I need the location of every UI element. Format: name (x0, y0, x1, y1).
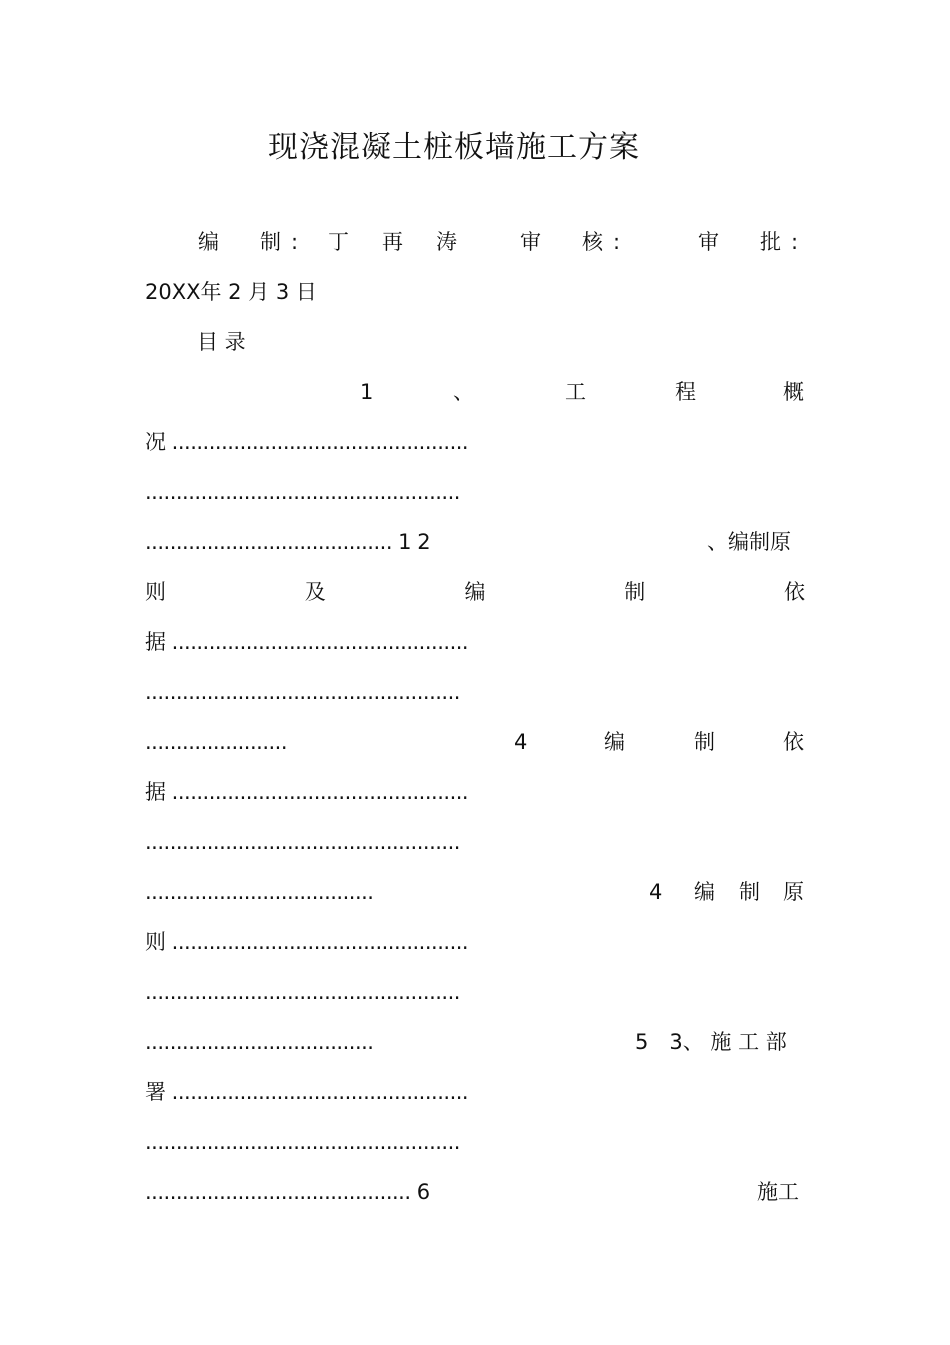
document-title: 现浇混凝土桩板墙施工方案 (268, 130, 640, 165)
toc-line-7: ................................................... (145, 680, 460, 704)
compiler-name-2: 再 (382, 230, 403, 254)
toc-line-13: ................................................... (145, 980, 460, 1004)
toc-text: 施工 (757, 1180, 799, 1204)
toc-text: 、编制原 (707, 530, 791, 554)
toc-line-17 (145, 1178, 805, 1206)
toc-text: 1 (360, 380, 374, 404)
toc-line-1 (145, 378, 805, 406)
toc-line-14 (145, 1028, 805, 1056)
toc-line-12: 则 ................................................ (145, 930, 469, 954)
toc-heading: 目 录 (197, 330, 246, 354)
toc-text: 工 (565, 380, 586, 404)
toc-line-2: 况 ................................................ (145, 430, 469, 454)
toc-text: 5 3、 施 工 部 (635, 1030, 787, 1054)
toc-text: 制 (694, 730, 715, 754)
toc-leader: ..................................... (145, 880, 374, 904)
toc-text: 制 (624, 580, 646, 604)
compiler-name-3: 涛 (436, 230, 457, 254)
toc-text: 编 (604, 730, 625, 754)
toc-text: 程 (675, 380, 696, 404)
toc-text: 原 (783, 880, 804, 904)
toc-line-3: ................................................... (145, 480, 460, 504)
toc-line-11 (145, 878, 805, 906)
approve-label: 审 批: (698, 230, 809, 254)
toc-text: 概 (783, 380, 804, 404)
toc-line-6: 据 ................................................ (145, 630, 469, 654)
toc-line-10: ................................................... (145, 830, 460, 854)
toc-line-16: ................................................... (145, 1130, 460, 1154)
toc-leader: ........................................... 6 (145, 1180, 430, 1204)
toc-text: 、 (453, 380, 474, 404)
toc-line-5 (145, 578, 805, 606)
toc-text: 制 (739, 880, 760, 904)
toc-text: 编 (464, 580, 486, 604)
toc-line-4 (145, 528, 805, 556)
toc-line-8 (145, 728, 805, 756)
date-line: 20XX年 2 月 3 日 (145, 280, 317, 304)
toc-line-15: 署 ................................................ (145, 1080, 469, 1104)
toc-text: 则 (145, 580, 166, 604)
toc-text: 依 (784, 580, 805, 604)
review-label: 审 核: (520, 230, 631, 254)
toc-line-9: 据 ................................................ (145, 780, 469, 804)
toc-leader: ..................................... (145, 1030, 374, 1054)
compile-label: 编 制: (198, 230, 309, 254)
toc-text: 4 (649, 880, 663, 904)
toc-text: 4 (514, 730, 528, 754)
compiler-name-1: 丁 (328, 230, 349, 254)
toc-text: 编 (694, 880, 715, 904)
toc-leader: ........................................ 1 2 (145, 530, 431, 554)
toc-text: 及 (304, 580, 326, 604)
toc-leader: ....................... (145, 730, 288, 754)
meta-line (145, 228, 809, 256)
toc-text: 依 (783, 730, 804, 754)
